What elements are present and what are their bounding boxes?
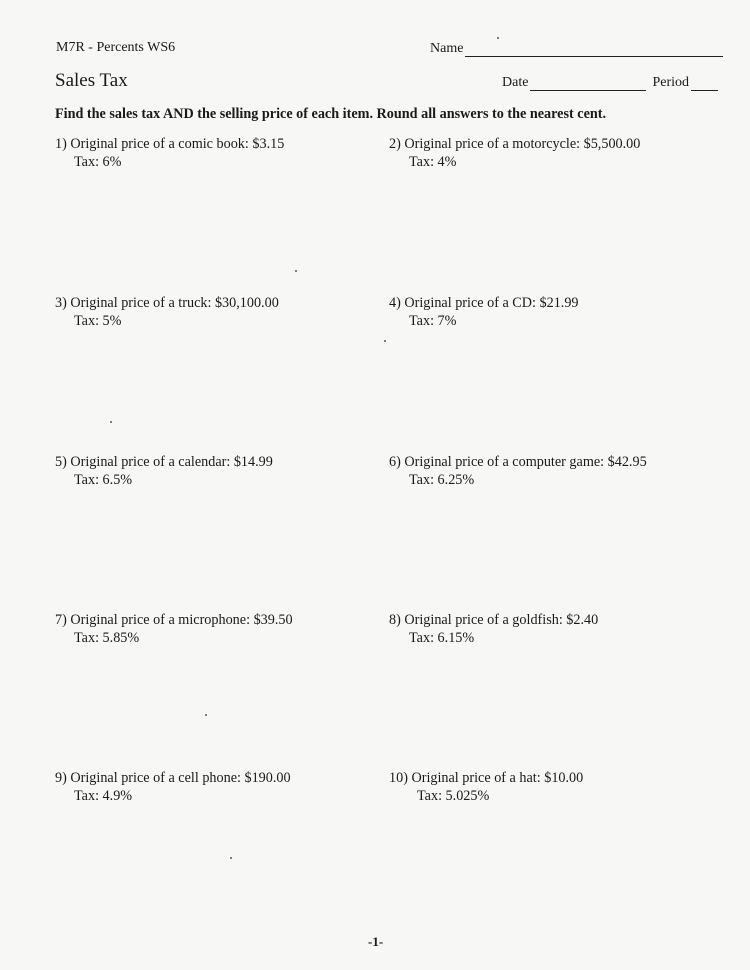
problem-5 [55,453,273,489]
problem-question: Original price of a truck: $30,100.00 [70,295,279,311]
page-number: -1- [368,934,384,949]
problem-tax: Tax: 5.85% [74,630,140,646]
problem-tax: Tax: 6.5% [74,472,133,488]
problem-question: Original price of a microphone: $39.50 [70,612,293,628]
problem-8 [389,611,598,647]
problem-tax: Tax: 4% [409,154,457,170]
period-label: Period [652,75,689,90]
problem-9 [55,769,291,805]
problem-3 [55,294,279,330]
problem-question: Original price of a cell phone: $190.00 [70,770,291,786]
problem-10 [389,769,583,805]
name-blank [465,42,723,57]
problem-question: Original price of a goldfish: $2.40 [404,612,599,628]
date-blank [530,76,646,91]
scan-speck [497,37,499,39]
scan-speck [295,270,297,272]
problem-number: 9) [55,770,67,786]
instructions: Find the sales tax AND the selling price of each item. Round all answers to the nearest cent. [55,106,607,122]
name-label: Name [430,41,464,56]
problem-tax: Tax: 4.9% [74,788,133,804]
worksheet-title: Sales Tax [55,70,128,91]
problem-number: 7) [55,612,67,628]
problem-number: 1) [55,136,67,152]
problem-question: Original price of a hat: $10.00 [411,770,584,786]
problem-tax: Tax: 5.025% [417,788,490,804]
scan-speck [205,714,207,716]
scan-speck [230,857,232,859]
period-blank [691,76,718,91]
scan-speck [110,421,112,423]
problem-tax: Tax: 6% [74,154,122,170]
problem-tax: Tax: 6.25% [409,472,475,488]
problem-1 [55,135,284,171]
problem-question: Original price of a CD: $21.99 [404,295,579,311]
problem-6 [389,453,647,489]
problem-number: 8) [389,612,401,628]
problem-question: Original price of a comic book: $3.15 [70,136,285,152]
name-field [430,41,723,57]
problem-number: 10) [389,770,408,786]
scan-speck [384,340,386,342]
problem-tax: Tax: 6.15% [409,630,475,646]
problem-number: 5) [55,454,67,470]
date-label: Date [502,75,529,90]
problem-tax: Tax: 5% [74,313,122,329]
problem-number: 6) [389,454,401,470]
problem-7 [55,611,293,647]
problem-tax: Tax: 7% [409,313,457,329]
problem-question: Original price of a calendar: $14.99 [70,454,273,470]
problem-4 [389,294,579,330]
problem-2 [389,135,640,171]
course-label: M7R - Percents WS6 [56,40,176,55]
problem-number: 3) [55,295,67,311]
problem-number: 2) [389,136,401,152]
problem-question: Original price of a computer game: $42.95 [404,454,647,470]
problem-number: 4) [389,295,401,311]
date-period-field [502,75,718,91]
problem-question: Original price of a motorcycle: $5,500.00 [404,136,641,152]
